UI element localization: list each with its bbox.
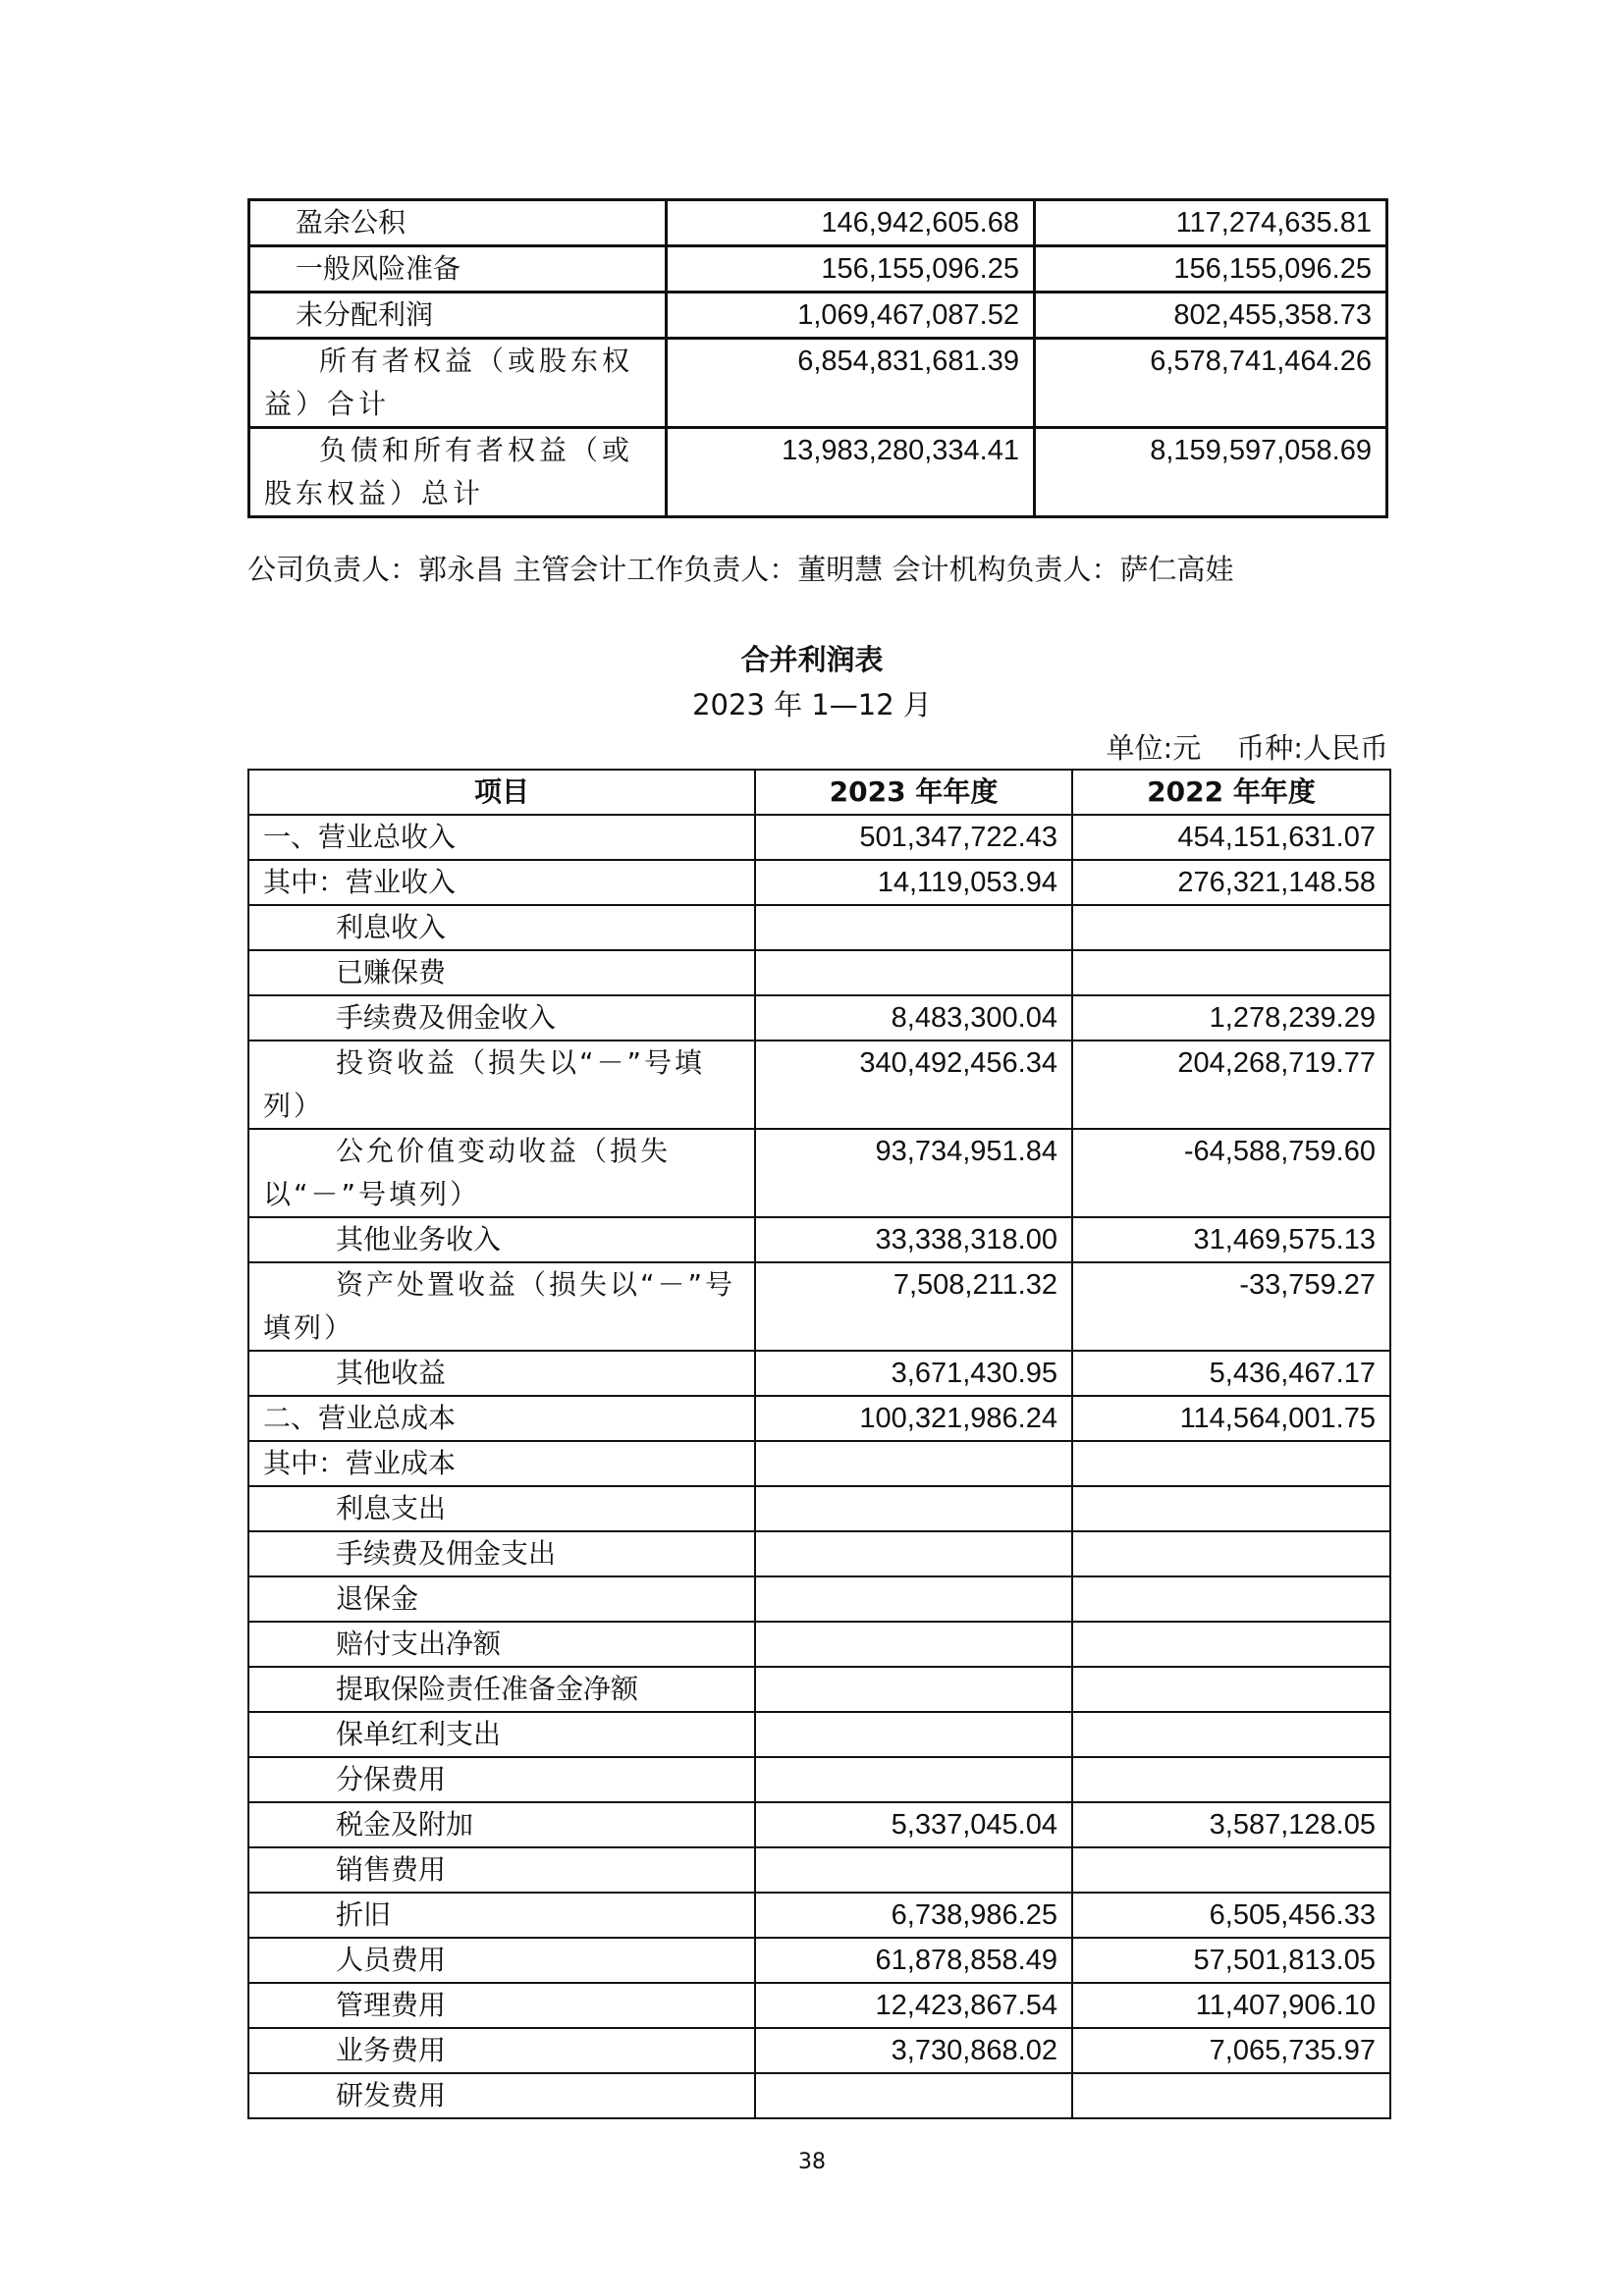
value-2023: 156,155,096.25 (667, 246, 1035, 293)
table-row (248, 1983, 1390, 2028)
value-2022 (1072, 950, 1390, 995)
row-label: 盈余公积 (249, 200, 667, 246)
value-2022 (1072, 1531, 1390, 1576)
value-2023: 13,983,280,334.41 (667, 428, 1035, 517)
row-label: 二、营业总成本 (248, 1396, 755, 1441)
value-2022 (1072, 1486, 1390, 1531)
value-2023 (755, 1847, 1072, 1893)
value-2023: 501,347,722.43 (755, 815, 1072, 860)
value-2023 (755, 2073, 1072, 2118)
row-label: 销售费用 (248, 1847, 755, 1893)
row-label: 业务费用 (248, 2028, 755, 2073)
row-label: 一般风险准备 (249, 246, 667, 293)
value-2022: 204,268,719.77 (1072, 1041, 1390, 1129)
table-row (248, 1576, 1390, 1622)
row-label: 投资收益（损失以“－”号填列） (248, 1041, 755, 1129)
row-label: 利息收入 (248, 905, 755, 950)
row-label: 分保费用 (248, 1757, 755, 1802)
table-row (249, 200, 1387, 246)
value-2022: 7,065,735.97 (1072, 2028, 1390, 2073)
row-label: 其他收益 (248, 1351, 755, 1396)
row-label: 手续费及佣金收入 (248, 995, 755, 1041)
value-2023 (755, 950, 1072, 995)
value-2022: -33,759.27 (1072, 1262, 1390, 1351)
value-2023 (755, 1441, 1072, 1486)
statement-title: 合并利润表 (740, 643, 884, 676)
unit-currency-note (1106, 726, 1388, 767)
value-2022 (1072, 1667, 1390, 1712)
value-2022: 11,407,906.10 (1072, 1983, 1390, 2028)
value-2023: 33,338,318.00 (755, 1217, 1072, 1262)
value-2022: 31,469,575.13 (1072, 1217, 1390, 1262)
value-2023: 7,508,211.32 (755, 1262, 1072, 1351)
value-2023: 1,069,467,087.52 (667, 293, 1035, 339)
page-number: 38 (798, 2150, 826, 2174)
table-row (248, 1802, 1390, 1847)
value-2022: 6,505,456.33 (1072, 1893, 1390, 1938)
table-row (248, 1262, 1390, 1351)
header-2023: 2023 年年度 (755, 770, 1072, 815)
table-row (248, 860, 1390, 905)
row-label: 赔付支出净额 (248, 1622, 755, 1667)
value-2023: 93,734,951.84 (755, 1129, 1072, 1217)
row-label: 其中：营业成本 (248, 1441, 755, 1486)
value-2022: 117,274,635.81 (1035, 200, 1387, 246)
value-2022: 276,321,148.58 (1072, 860, 1390, 905)
value-2022 (1072, 1622, 1390, 1667)
table-row (248, 1847, 1390, 1893)
value-2022: 3,587,128.05 (1072, 1802, 1390, 1847)
row-label: 保单红利支出 (248, 1712, 755, 1757)
value-2023: 61,878,858.49 (755, 1938, 1072, 1983)
table-row (248, 995, 1390, 1041)
balance-sheet-equity-table (247, 198, 1388, 518)
row-label: 人员费用 (248, 1938, 755, 1983)
value-2023: 6,738,986.25 (755, 1893, 1072, 1938)
value-2022: 1,278,239.29 (1072, 995, 1390, 1041)
value-2023 (755, 1576, 1072, 1622)
table-row (248, 950, 1390, 995)
table-row (248, 1396, 1390, 1441)
row-label: 公允价值变动收益（损失以“－”号填列） (248, 1129, 755, 1217)
row-label: 一、营业总收入 (248, 815, 755, 860)
row-label: 税金及附加 (248, 1802, 755, 1847)
table-row (248, 1531, 1390, 1576)
value-2023: 100,321,986.24 (755, 1396, 1072, 1441)
table-row (248, 2073, 1390, 2118)
row-label: 负债和所有者权益（或股东权益）总计 (249, 428, 667, 517)
header-2022: 2022 年年度 (1072, 770, 1390, 815)
row-label: 研发费用 (248, 2073, 755, 2118)
table-row (248, 1217, 1390, 1262)
value-2022 (1072, 1441, 1390, 1486)
table-row (248, 815, 1390, 860)
value-2022 (1072, 1576, 1390, 1622)
row-label: 折旧 (248, 1893, 755, 1938)
table-row (249, 246, 1387, 293)
table-row (249, 428, 1387, 517)
value-2022: 454,151,631.07 (1072, 815, 1390, 860)
table-row (248, 1441, 1390, 1486)
row-label: 手续费及佣金支出 (248, 1531, 755, 1576)
value-2023 (755, 1712, 1072, 1757)
value-2022: 5,436,467.17 (1072, 1351, 1390, 1396)
row-label: 所有者权益（或股东权益）合计 (249, 339, 667, 428)
value-2023 (755, 1622, 1072, 1667)
value-2023: 146,942,605.68 (667, 200, 1035, 246)
value-2022 (1072, 905, 1390, 950)
table-row (249, 339, 1387, 428)
row-label: 未分配利润 (249, 293, 667, 339)
value-2023: 8,483,300.04 (755, 995, 1072, 1041)
row-label: 已赚保费 (248, 950, 755, 995)
value-2023: 3,730,868.02 (755, 2028, 1072, 2073)
table-row (248, 1667, 1390, 1712)
row-label: 其中：营业收入 (248, 860, 755, 905)
table-row (248, 1622, 1390, 1667)
row-label: 退保金 (248, 1576, 755, 1622)
header-item: 项目 (248, 770, 755, 815)
value-2022 (1072, 2073, 1390, 2118)
table-row (248, 1893, 1390, 1938)
table-row (248, 905, 1390, 950)
table-row (248, 2028, 1390, 2073)
responsible-persons-line: 公司负责人：郭永昌 主管会计工作负责人：董明慧 会计机构负责人：萨仁高娃 (247, 553, 1234, 586)
table-row (248, 1351, 1390, 1396)
table-row (248, 1041, 1390, 1129)
value-2023: 340,492,456.34 (755, 1041, 1072, 1129)
value-2022: -64,588,759.60 (1072, 1129, 1390, 1217)
value-2023 (755, 1757, 1072, 1802)
table-row (248, 1757, 1390, 1802)
row-label: 资产处置收益（损失以“－”号填列） (248, 1262, 755, 1351)
table-row (248, 1938, 1390, 1983)
row-label: 管理费用 (248, 1983, 755, 2028)
value-2023: 12,423,867.54 (755, 1983, 1072, 2028)
value-2023: 14,119,053.94 (755, 860, 1072, 905)
currency-label: 币种:人民币 (1236, 731, 1388, 765)
value-2023 (755, 1486, 1072, 1531)
table-row (248, 1712, 1390, 1757)
value-2022: 802,455,358.73 (1035, 293, 1387, 339)
value-2022: 6,578,741,464.26 (1035, 339, 1387, 428)
statement-period: 2023 年 1—12 月 (692, 688, 932, 721)
value-2023 (755, 1667, 1072, 1712)
value-2022 (1072, 1712, 1390, 1757)
value-2023: 3,671,430.95 (755, 1351, 1072, 1396)
income-statement-table (247, 769, 1391, 2119)
value-2022 (1072, 1847, 1390, 1893)
value-2023: 6,854,831,681.39 (667, 339, 1035, 428)
value-2022: 114,564,001.75 (1072, 1396, 1390, 1441)
table-row (249, 293, 1387, 339)
unit-label: 单位:元 (1106, 731, 1202, 765)
value-2022: 8,159,597,058.69 (1035, 428, 1387, 517)
row-label: 提取保险责任准备金净额 (248, 1667, 755, 1712)
table-row (248, 1486, 1390, 1531)
value-2022: 156,155,096.25 (1035, 246, 1387, 293)
value-2023 (755, 905, 1072, 950)
row-label: 利息支出 (248, 1486, 755, 1531)
value-2022: 57,501,813.05 (1072, 1938, 1390, 1983)
value-2023 (755, 1531, 1072, 1576)
value-2022 (1072, 1757, 1390, 1802)
row-label: 其他业务收入 (248, 1217, 755, 1262)
table-row (248, 1129, 1390, 1217)
table-header-row (248, 770, 1390, 815)
value-2023: 5,337,045.04 (755, 1802, 1072, 1847)
